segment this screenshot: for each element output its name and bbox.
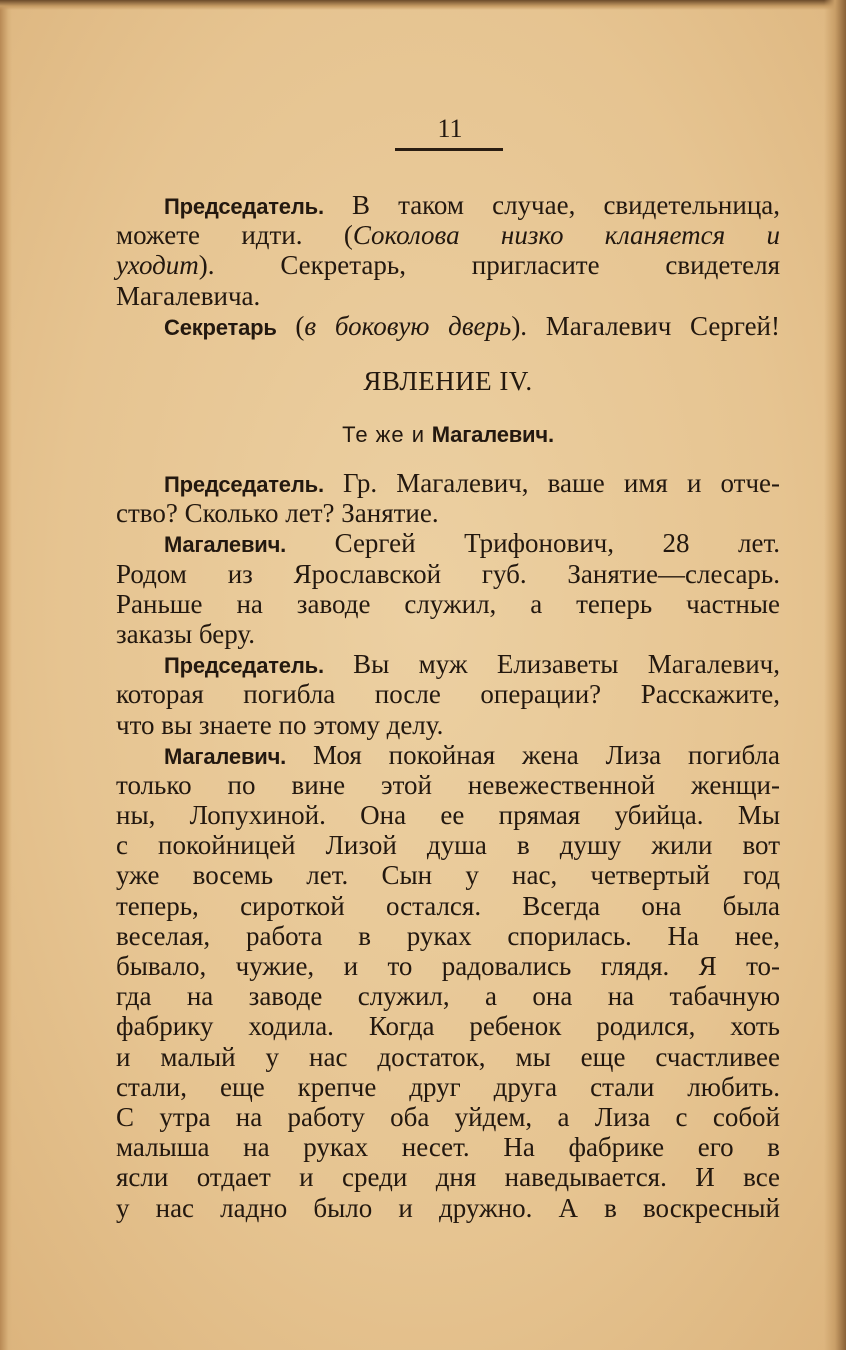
text-line: Магалевича.	[116, 280, 261, 311]
speaker-name: Председатель.	[164, 653, 324, 679]
text-line: Председатель. Гр. Магалевич, ваше имя и отче-	[164, 468, 780, 498]
page-edge-top	[0, 0, 846, 10]
text-line: Председатель. В таком случае, свидетельница,	[164, 190, 780, 220]
text-line: гда на заводе служил, а она на табачную	[116, 981, 780, 1012]
speaker-name: Магалевич.	[164, 743, 287, 769]
speaker-name: Секретарь	[164, 314, 277, 340]
text-line: веселая, работа в руках спорилась. На нее,	[116, 920, 780, 951]
text-line: стали, еще крепче друг друга стали любить.	[116, 1071, 780, 1102]
text-line: фабрику ходила. Когда ребенок родился, хоть	[116, 1011, 780, 1042]
text-line: Секретарь (в боковую дверь). Магалевич Сергей!	[164, 310, 780, 341]
page-edge-left	[0, 0, 12, 1350]
text-line: ство? Сколько лет? Занятие.	[116, 498, 439, 529]
page-edge-right	[824, 0, 846, 1350]
text-line: уже восемь лет. Сын у нас, четвертый год	[116, 860, 780, 891]
text-line: Магалевич. Моя покойная жена Лиза погибла	[164, 739, 780, 770]
text-line: заказы беру.	[116, 618, 255, 649]
stage-direction: уходит	[116, 250, 199, 281]
text-line: можете идти. (Соколова низко кланяется и	[116, 220, 781, 251]
text-line: Родом из Ярославской губ. Занятие—слесарь.	[116, 558, 780, 589]
text-block-1	[116, 190, 780, 341]
text-line: что вы знаете по этому делу.	[116, 709, 444, 740]
text-line: бывало, чужие, и то радовались глядя. Я то-	[116, 951, 780, 981]
page-number-rule	[395, 148, 503, 151]
text-line: Магалевич. Сергей Трифонович, 28 лет.	[164, 528, 780, 559]
speaker-name: Председатель.	[164, 194, 324, 219]
text-line: которая погибла после операции? Расскажите,	[116, 679, 780, 710]
text-line: теперь, сироткой остался. Всегда она была	[116, 890, 780, 921]
text-block-2	[116, 468, 780, 1223]
text-line: Председатель. Вы муж Елизаветы Магалевич,	[164, 649, 780, 680]
speaker-name: Магалевич.	[164, 532, 287, 558]
text-line: у нас ладно было и дружно. А в воскресный	[116, 1192, 780, 1223]
cast-line	[116, 418, 780, 450]
text-line: С утра на работу оба уйдем, а Лиза с собой	[116, 1101, 780, 1132]
stage-direction: в боковую дверь	[304, 310, 512, 341]
text-line: и малый у нас достаток, мы еще счастливее	[116, 1041, 780, 1072]
page-number: 11	[437, 114, 463, 143]
scene-heading: ЯВЛЕНИЕ IV.	[363, 366, 533, 396]
text-line: малыша на руках несет. На фабрике его в	[116, 1132, 780, 1163]
speaker-name: Председатель.	[164, 472, 324, 497]
text-line: с покойницей Лизой душа в душу жили вот	[116, 830, 780, 861]
text-line: уходит). Секретарь, пригласите свидетеля	[116, 250, 780, 281]
text-line: ясли отдает и среди дня наведывается. И все	[116, 1162, 780, 1193]
cast-plain: Те же и	[342, 422, 426, 447]
text-line: Раньше на заводе служил, а теперь частные	[116, 588, 780, 619]
text-line: ны, Лопухиной. Она ее прямая убийца. Мы	[116, 800, 780, 831]
text-line: только по вине этой невежественной женщи-	[116, 769, 780, 800]
stage-direction: Соколова низко кланяется и	[352, 220, 781, 251]
cast-name: Магалевич.	[431, 422, 554, 447]
